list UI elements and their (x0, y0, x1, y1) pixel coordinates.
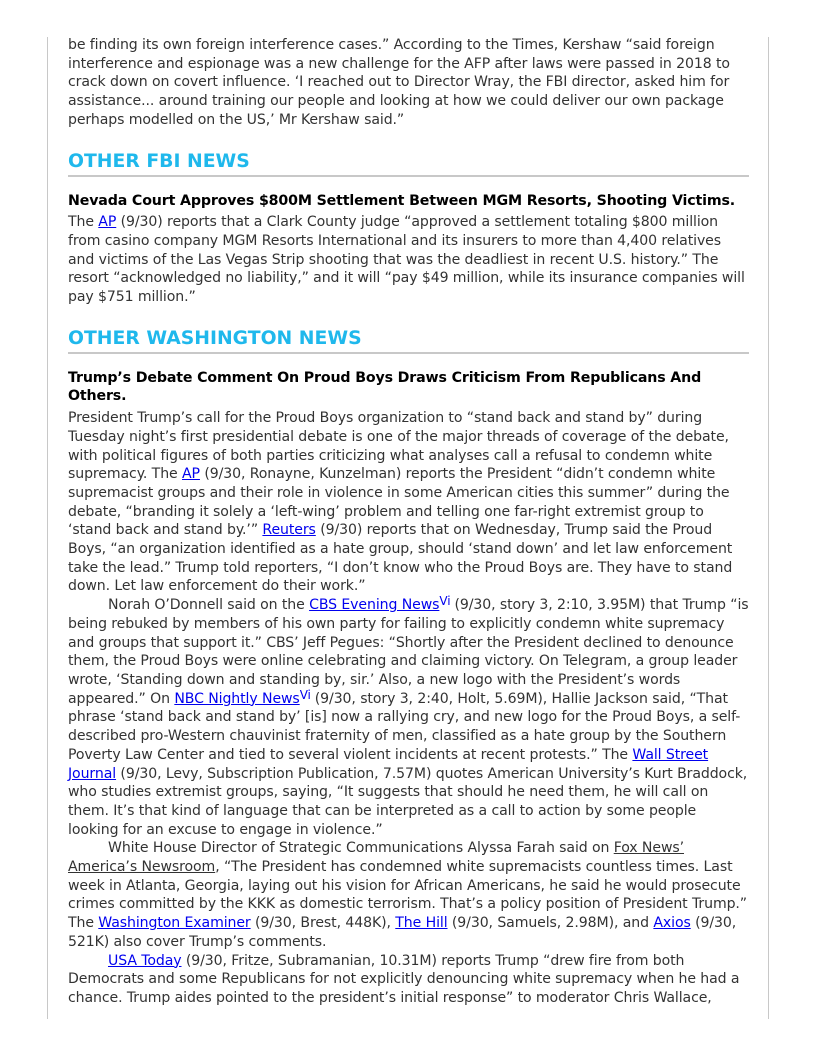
link-wall-street-journal[interactable]: Wall Street Journal (68, 746, 709, 782)
video-icon[interactable]: Vi (439, 594, 451, 609)
text-run: , “The President has condemned white supremacists countless times. Last week in Atlanta, Georgia, laying out his vision for African Americans, he said he would prosecute crimes committed by the KKK as domestic terrorism. That’s a policy position of President Trump.” The (68, 859, 747, 932)
video-icon[interactable]: Vi (299, 687, 311, 702)
story-mgm-settlement (68, 192, 749, 307)
text-run: President Trump’s call for the Proud Boys organization to “stand back and stand by” during Tuesday night’s first presidential debate is one of the major threads of coverage of the debate, with political figures of both parties criticizing what analyses call a refusal to condemn white supremacy. The (68, 410, 729, 483)
text-run: (9/30, story 3, 2:10, 3.95M) that Trump “is being rebuked by members of his own party for failing to explicitly condemn white supremacy and groups that support it.” CBS’ Jeff Pegues: “Shortly after the President declined to denounce them, the Proud Boys were online celebrating and claiming victory. On Telegram, a group leader wrote, ‘Standing down and standing by, sir.’ Also, a new logo with the President’s words appeared.” On (68, 597, 749, 707)
spacer (68, 354, 749, 369)
text-run: (9/30, Levy, Subscription Publication, 7.57M) quotes American University’s Kurt Braddock, who studies extremist groups, saying, “It suggests that should he need them, he will call on them. It’s that kind of language that can be interpreted as a call to action by some people looking for an excuse to engage in violence.” (68, 765, 748, 838)
story-title: Nevada Court Approves $800M Settlement Between MGM Resorts, Shooting Victims. (68, 192, 736, 209)
link-nbc-nightly-news[interactable]: NBC Nightly News (174, 690, 300, 707)
link-reuters[interactable]: Reuters (262, 522, 316, 539)
section-heading-other-washington-news: OTHER WASHINGTON NEWS (68, 327, 749, 354)
story-title: Trump’s Debate Comment On Proud Boys Draws Criticism From Republicans And Others. (68, 369, 702, 405)
link-the-hill[interactable]: The Hill (395, 915, 448, 932)
text-run: (9/30) reports that a Clark County judge “approved a settlement totaling $800 million from casino company MGM Resorts International and its insurers to more than 4,400 relatives and victims of the Las Vegas Strip shooting that was the deadliest in recent U.S. history.” The resort “acknowledged no liability,” and it will “pay $49 million, while its insurance companies will pay $751 million.” (68, 214, 745, 306)
text-run: (9/30, 521K) also cover Trump’s comments. (68, 915, 737, 950)
link-washington-examiner[interactable]: Washington Examiner (98, 915, 251, 932)
story-paragraph-3 (68, 839, 749, 951)
text-run: (9/30) reports that on Wednesday, Trump said the Proud Boys, “an organization identified as a hate group, should ‘stand down’ and let law enforcement take the lead.” Trump told reporters, “I don’t know who the Proud Boys are. They have to stand down. Let law enforcement do their work.” (68, 522, 733, 595)
spacer (68, 307, 749, 327)
story-paragraph-2 (68, 596, 749, 839)
text-run: (9/30, Samuels, 2.98M), and (447, 915, 654, 932)
story-paragraph (68, 213, 749, 307)
text-run: (9/30, Brest, 448K), (250, 915, 396, 932)
spacer (68, 177, 749, 192)
text-run: (9/30, Fritze, Subramanian, 10.31M) reports Trump “drew fire from both Democrats and some Republicans for not explicitly denouncing white supremacy when he had a chance. Trump aides pointed to the president’s initial response” to moderator Chris Wallace, (68, 952, 740, 1006)
link-axios[interactable]: Axios (653, 915, 691, 932)
fox-news-program-label: Fox News’ America’s Newsroom (68, 840, 684, 876)
intro-paragraph: be finding its own foreign interference cases.” According to the Times, Kershaw “said foreign interference and espionage was a new challenge for the AFP after laws were passed in 2018 to crack down on covert influence. ‘I reached out to Director Wray, the FBI director, asked him for assistance... around training our people and looking at how we could deliver our own package perhaps modelled on the US,’ Mr Kershaw said.” (68, 37, 730, 128)
link-ap[interactable]: AP (181, 466, 200, 483)
text-run: Norah O’Donnell said on the (108, 597, 310, 614)
story-paragraph-1 (68, 409, 749, 596)
story-proud-boys (68, 369, 749, 1008)
section-heading-other-fbi-news: OTHER FBI NEWS (68, 150, 749, 177)
text-run: (9/30, Ronayne, Kunzelman) reports the President “didn’t condemn white supremacist groups and their role in violence in some American cities this summer” during the debate, “branding it solely a ‘left-wing’ problem and telling one far-right extremist group to ‘stand back and stand by.’” (68, 466, 730, 539)
story-paragraph-4 (68, 952, 749, 1008)
link-ap[interactable]: AP (98, 214, 117, 231)
link-usa-today[interactable]: USA Today (108, 952, 182, 969)
spacer (68, 130, 749, 150)
document-body (68, 36, 749, 1008)
text-run: The (68, 214, 99, 231)
text-run: White House Director of Strategic Communications Alyssa Farah said on (108, 840, 614, 857)
link-cbs-evening-news[interactable]: CBS Evening News (309, 597, 440, 614)
text-run: (9/30, story 3, 2:40, Holt, 5.69M), Hallie Jackson said, “That phrase ‘stand back and stand by’ [is] now a rallying cry, and new logo for the Proud Boys, a self-described pro-Western chauvinist fraternity of men, classified as a hate group by the Southern Poverty Law Center and tied to several violent incidents at recent protests.” The (68, 690, 741, 763)
